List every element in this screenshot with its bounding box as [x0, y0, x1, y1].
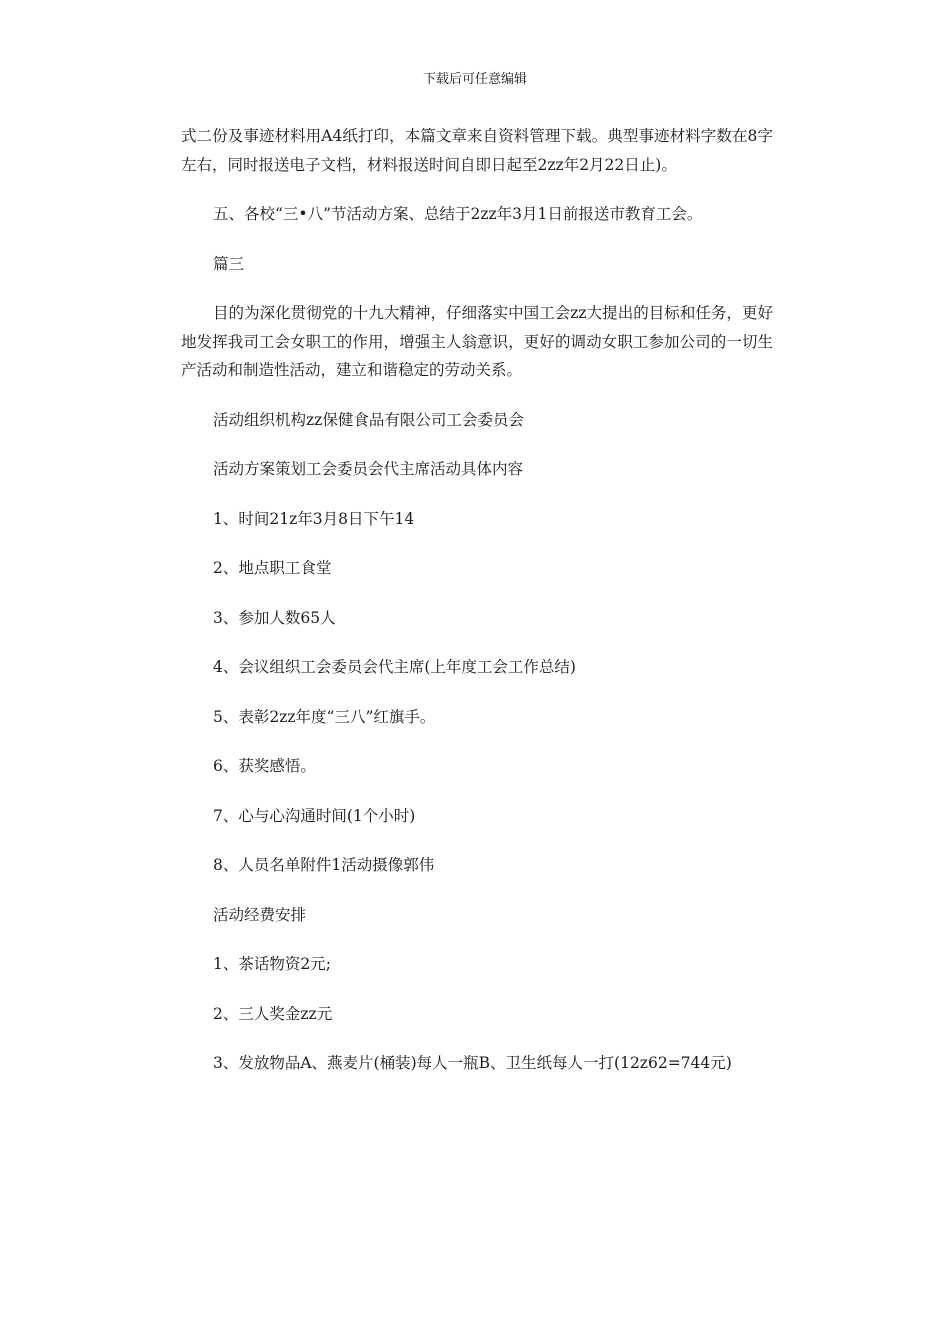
list-item: 3、参加人数65人 — [213, 608, 336, 627]
budget-item: 1、茶话物资2元; — [213, 955, 331, 973]
list-item: 4、会议组织工会委员会代主席(上年度工会工作总结) — [213, 658, 576, 676]
paragraph-planner: 活动方案策划工会委员会代主席活动具体内容 — [213, 460, 524, 478]
paragraph-purpose: 目的为深化贯彻党的十九大精神，仔细落实中国工会zz大提出的目标和任务，更好地发挥我司工会女职工的作用，增强主人翁意识，更好的调动女职工参加公司的一切生产活动和制造性活动，建立和谐稳定的劳动关系。 — [181, 304, 773, 379]
budget-title: 活动经费安排 — [213, 905, 307, 924]
budget-item: 2、三人奖金zz元 — [213, 1004, 333, 1023]
section-title-part-three: 篇三 — [213, 254, 245, 273]
paragraph-materials: 式二份及事迹材料用A4纸打印，本篇文章来自资料管理下载。典型事迹材料字数在8字左右，同时报送电子文档，材料报送时间自即日起至2zz年2月22日止)。 — [181, 127, 773, 174]
list-item: 1、时间21z年3月8日下午14 — [213, 509, 415, 528]
list-item: 6、获奖感悟。 — [213, 757, 316, 775]
list-item: 5、表彰2zz年度“三八”红旗手。 — [213, 707, 436, 726]
document-body — [181, 122, 773, 1078]
list-item: 7、心与心沟通时间(1个小时) — [213, 806, 416, 825]
paragraph-organizer: 活动组织机构zz保健食品有限公司工会委员会 — [213, 410, 524, 429]
list-item: 8、人员名单附件1活动摄像郭伟 — [213, 856, 435, 874]
budget-item: 3、发放物品A、燕麦片(桶装)每人一瓶B、卫生纸每人一打(12z62=744元) — [213, 1054, 732, 1072]
paragraph-item-five: 五、各校“三•八”节活动方案、总结于2zz年3月1日前报送市教育工会。 — [213, 205, 703, 223]
page-header: 下载后可任意编辑 — [422, 72, 527, 87]
list-item: 2、地点职工食堂 — [213, 559, 332, 577]
